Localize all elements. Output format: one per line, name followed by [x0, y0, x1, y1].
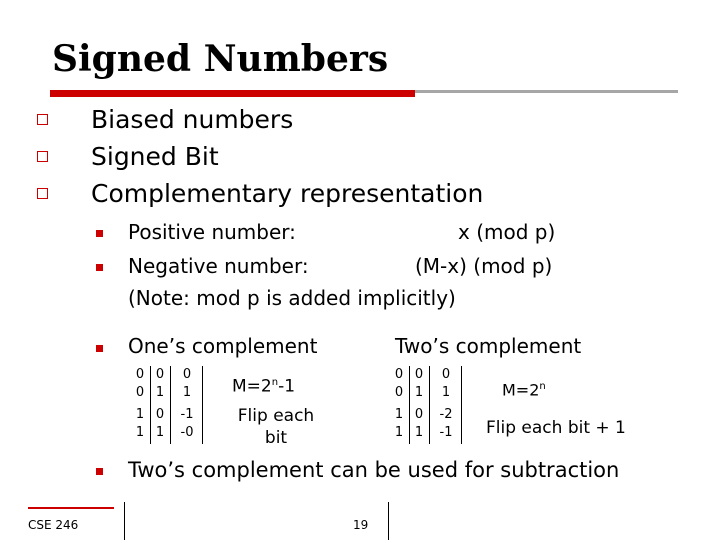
table-cell: -1	[439, 425, 453, 440]
hollow-square-icon	[37, 188, 48, 199]
table-cell: 0	[135, 367, 145, 382]
filled-square-icon	[96, 468, 103, 475]
subtraction-note: Two’s complement can be used for subtraction	[128, 458, 620, 482]
table-cell: 0	[135, 385, 145, 400]
filled-square-icon	[96, 264, 103, 271]
footer-divider	[388, 502, 389, 540]
table-cell: -2	[439, 407, 453, 422]
footer-rule	[28, 507, 114, 509]
filled-square-icon	[96, 230, 103, 237]
table-divider	[461, 366, 462, 444]
title-underline-red	[50, 90, 415, 97]
table-cell: 1	[394, 407, 404, 422]
ones-modulus: $M=2^n-1$	[232, 376, 296, 397]
hollow-square-icon	[37, 114, 48, 125]
negative-number-value: (M-x) (mod p)	[415, 254, 553, 278]
table-cell: 1	[441, 385, 451, 400]
table-cell: 0	[155, 367, 165, 382]
positive-number-value: x (mod p)	[458, 220, 556, 244]
table-cell: 0	[182, 367, 192, 382]
footer-course: CSE 246	[28, 518, 79, 532]
table-divider	[150, 366, 151, 444]
positive-number-label: Positive number:	[128, 220, 296, 244]
table-cell: 1	[414, 385, 424, 400]
table-cell: 1	[135, 425, 145, 440]
negative-number-label: Negative number:	[128, 254, 309, 278]
filled-square-icon	[96, 345, 103, 352]
table-cell: -0	[180, 425, 194, 440]
page-number: 19	[353, 518, 369, 532]
table-cell: 1	[155, 425, 165, 440]
table-cell: 0	[394, 367, 404, 382]
bullet-signed-bit: Signed Bit	[91, 142, 219, 171]
twos-flip-rule: Flip each bit + 1	[486, 418, 626, 438]
title-underline-gray	[415, 90, 678, 93]
table-cell: 0	[394, 385, 404, 400]
twos-modulus: $M=2^n$	[502, 380, 546, 400]
table-cell: 1	[394, 425, 404, 440]
bullet-biased-numbers: Biased numbers	[91, 105, 294, 134]
table-divider	[202, 366, 203, 444]
slide-title: Signed Numbers	[52, 38, 389, 80]
table-cell: 1	[182, 385, 192, 400]
table-cell: 0	[414, 407, 424, 422]
table-divider	[170, 366, 171, 444]
table-cell: 1	[155, 385, 165, 400]
twos-complement-label: Two’s complement	[395, 334, 582, 358]
bullet-complementary-representation: Complementary representation	[91, 179, 484, 208]
table-cell: 1	[135, 407, 145, 422]
table-divider	[409, 366, 410, 444]
hollow-square-icon	[37, 151, 48, 162]
ones-complement-label: One’s complement	[128, 334, 318, 358]
table-divider	[429, 366, 430, 444]
table-cell: -1	[180, 407, 194, 422]
ones-flip-rule: Flip each bit	[237, 406, 315, 448]
table-cell: 0	[414, 367, 424, 382]
table-cell: 1	[414, 425, 424, 440]
table-cell: 0	[441, 367, 451, 382]
footer-divider	[124, 502, 125, 540]
mod-note: (Note: mod p is added implicitly)	[128, 286, 456, 310]
table-cell: 0	[155, 407, 165, 422]
